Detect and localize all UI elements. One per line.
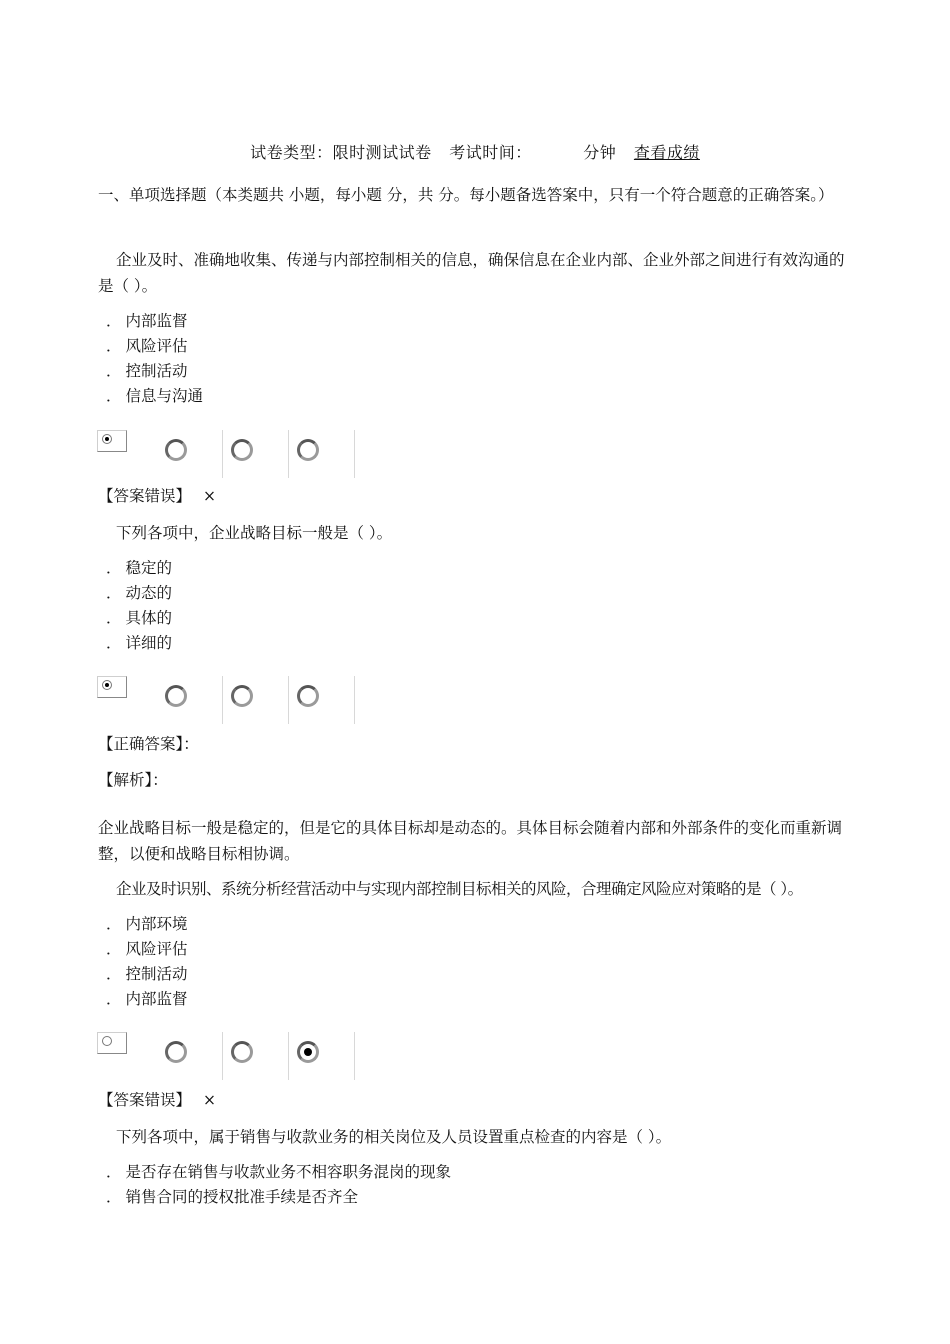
question-2-radio-a[interactable]	[97, 676, 127, 698]
question-3-option-b: ． 风险评估	[106, 937, 188, 962]
answer-wrong-label: 【答案错误】	[98, 1091, 192, 1109]
question-2-option-d: ． 详细的	[106, 631, 172, 656]
question-2-option-a: ． 稳定的	[106, 556, 172, 581]
question-2-radio-d[interactable]	[289, 676, 355, 724]
question-1-radio-c[interactable]	[223, 430, 289, 478]
radio-selected-icon	[102, 680, 112, 690]
question-1-radio-b[interactable]	[157, 430, 223, 478]
question-3-options	[106, 912, 188, 1012]
radio-selected-icon	[297, 1041, 319, 1063]
question-4-option-b: ． 销售合同的授权批准手续是否齐全	[106, 1185, 451, 1210]
question-3-result	[98, 1088, 216, 1110]
radio-icon	[165, 439, 187, 461]
question-1-radio-group	[97, 430, 357, 480]
radio-icon	[231, 1041, 253, 1063]
question-3-option-c: ． 控制活动	[106, 962, 188, 987]
question-3-radio-group	[97, 1032, 357, 1082]
question-3-radio-c[interactable]	[223, 1032, 289, 1080]
question-2-stem: 下列各项中，企业战略目标一般是（ ）。	[116, 524, 393, 542]
exam-header	[0, 140, 950, 163]
radio-icon	[297, 685, 319, 707]
question-2-options	[106, 556, 172, 656]
question-1-option-d: ． 信息与沟通	[106, 384, 203, 409]
correct-answer-label: 【正确答案】：	[98, 735, 199, 753]
question-3-radio-a[interactable]	[97, 1032, 127, 1054]
radio-icon	[231, 439, 253, 461]
question-1-radio-a[interactable]	[97, 430, 127, 452]
question-2-option-c: ． 具体的	[106, 606, 172, 631]
question-1-stem: 企业及时、准确地收集、传递与内部控制相关的信息，确保信息在企业内部、企业外部之间进行有效沟通的是（ ）。	[98, 251, 845, 295]
question-3-option-d: ． 内部监督	[106, 987, 188, 1012]
radio-icon	[165, 685, 187, 707]
exam-minutes-label: 分钟	[583, 143, 617, 162]
question-4-stem: 下列各项中，属于销售与收款业务的相关岗位及人员设置重点检查的内容是（ ）。	[116, 1128, 672, 1146]
question-1-options	[106, 309, 203, 409]
question-4-options	[106, 1160, 451, 1210]
radio-icon	[165, 1041, 187, 1063]
question-3-option-a: ． 内部环境	[106, 912, 188, 937]
wrong-mark-icon: ×	[203, 1091, 217, 1109]
question-1-option-b: ． 风险评估	[106, 334, 203, 359]
radio-selected-icon	[102, 434, 112, 444]
exam-time-label: 考试时间：	[449, 143, 532, 162]
question-3-radio-b[interactable]	[157, 1032, 223, 1080]
question-2-option-b: ． 动态的	[106, 581, 172, 606]
question-1-option-c: ． 控制活动	[106, 359, 203, 384]
question-4-option-a: ． 是否存在销售与收款业务不相容职务混岗的现象	[106, 1160, 451, 1185]
question-1-radio-d[interactable]	[289, 430, 355, 478]
section-title: 一、单项选择题（本类题共 小题，每小题 分，共 分。每小题备选答案中，只有一个符合题意的正确答案。）	[98, 186, 834, 204]
question-1-result	[98, 484, 216, 506]
question-2-radio-b[interactable]	[157, 676, 223, 724]
wrong-mark-icon: ×	[203, 487, 217, 505]
radio-icon	[231, 685, 253, 707]
radio-icon	[297, 439, 319, 461]
analysis-text: 企业战略目标一般是稳定的，但是它的具体目标却是动态的。具体目标会随着内部和外部条件的变化而重新调整，以便和战略目标相协调。	[98, 819, 843, 863]
analysis-label: 【解析】：	[98, 771, 168, 789]
question-2-radio-c[interactable]	[223, 676, 289, 724]
question-2-radio-group	[97, 676, 357, 726]
radio-icon	[102, 1036, 112, 1046]
answer-wrong-label: 【答案错误】	[98, 487, 192, 505]
question-1-option-a: ． 内部监督	[106, 309, 203, 334]
exam-type: 试卷类型：限时测试试卷	[250, 143, 432, 162]
question-3-stem: 企业及时识别、系统分析经营活动中与实现内部控制目标相关的风险，合理确定风险应对策略的是（ ）。	[116, 880, 803, 898]
view-score-link[interactable]: 查看成绩	[633, 143, 700, 162]
question-3-radio-d[interactable]	[289, 1032, 355, 1080]
